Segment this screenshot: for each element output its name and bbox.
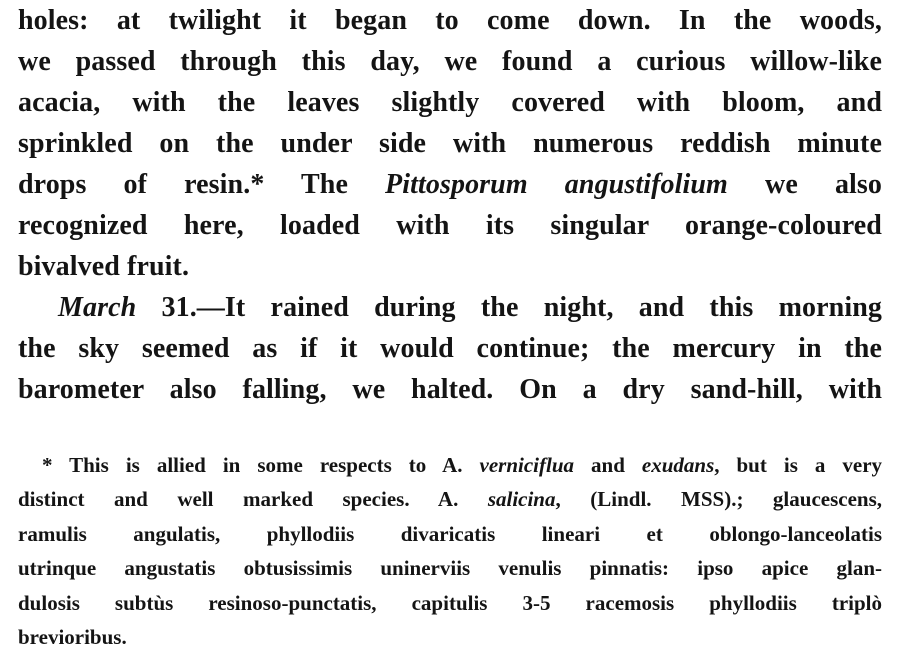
text-line-6: recognized here, loaded with its singular orange-coloured [18, 210, 882, 241]
footnote-line-1-e: , but is a very [714, 453, 882, 477]
species-salicina: salicina [487, 487, 556, 512]
footnote-line-6: brevioribus. [18, 625, 127, 650]
text-line-5 [18, 164, 882, 205]
footnote-line-2-a: distinct and well marked species. A. [18, 487, 488, 512]
text-line-10: barometer also falling, we halted. On a dry sand-hill, with [18, 374, 882, 405]
text-line-3: acacia, with the leaves slightly covered with bloom, and [18, 87, 882, 118]
main-paragraph-block [18, 0, 882, 410]
footnote-line-4: utrinque angustatis obtusissimis uninerviis venulis pinnatis: ipso apice glan- [18, 556, 882, 581]
footnote-line-3: ramulis angulatis, phyllodiis divaricatis lineari et oblongo-lanceolatis [18, 521, 882, 546]
species-name-pittosporum: Pittosporum angustifolium [385, 169, 728, 200]
footnote-line-5: dulosis subtùs resinoso-punctatis, capitulis 3-5 racemosis phyllodiis triplò [18, 590, 882, 615]
text-line-8 [18, 287, 882, 328]
footnote-line-1 [18, 448, 882, 482]
text-line-9: the sky seemed as if it would continue; the mercury in the [18, 333, 882, 364]
text-line-5-end: we also [727, 169, 882, 200]
text-line-5-start: drops of resin.* The [18, 169, 386, 200]
text-line-2: we passed through this day, we found a curious willow-like [18, 46, 882, 77]
species-verniciflua: verniciflua [479, 453, 575, 477]
footnote-block [18, 448, 882, 654]
text-line-1: holes: at twilight it began to come down. In the woods, [18, 5, 882, 36]
text-line-7: bivalved fruit. [18, 251, 190, 282]
text-line-4: sprinkled on the under side with numerous reddish minute [18, 128, 882, 159]
footnote-line-2 [18, 482, 882, 516]
footnote-line-1-a: * This is allied in some respects to A. [42, 453, 480, 477]
text-line-8-rest: 31.—It rained during the night, and this morning [136, 292, 882, 323]
footnote-line-1-c: and [574, 453, 642, 477]
date-month: March [58, 292, 137, 323]
footnote-line-2-c: , (Lindl. MSS).; glaucescens, [555, 487, 882, 512]
species-exudans: exudans [641, 453, 715, 477]
